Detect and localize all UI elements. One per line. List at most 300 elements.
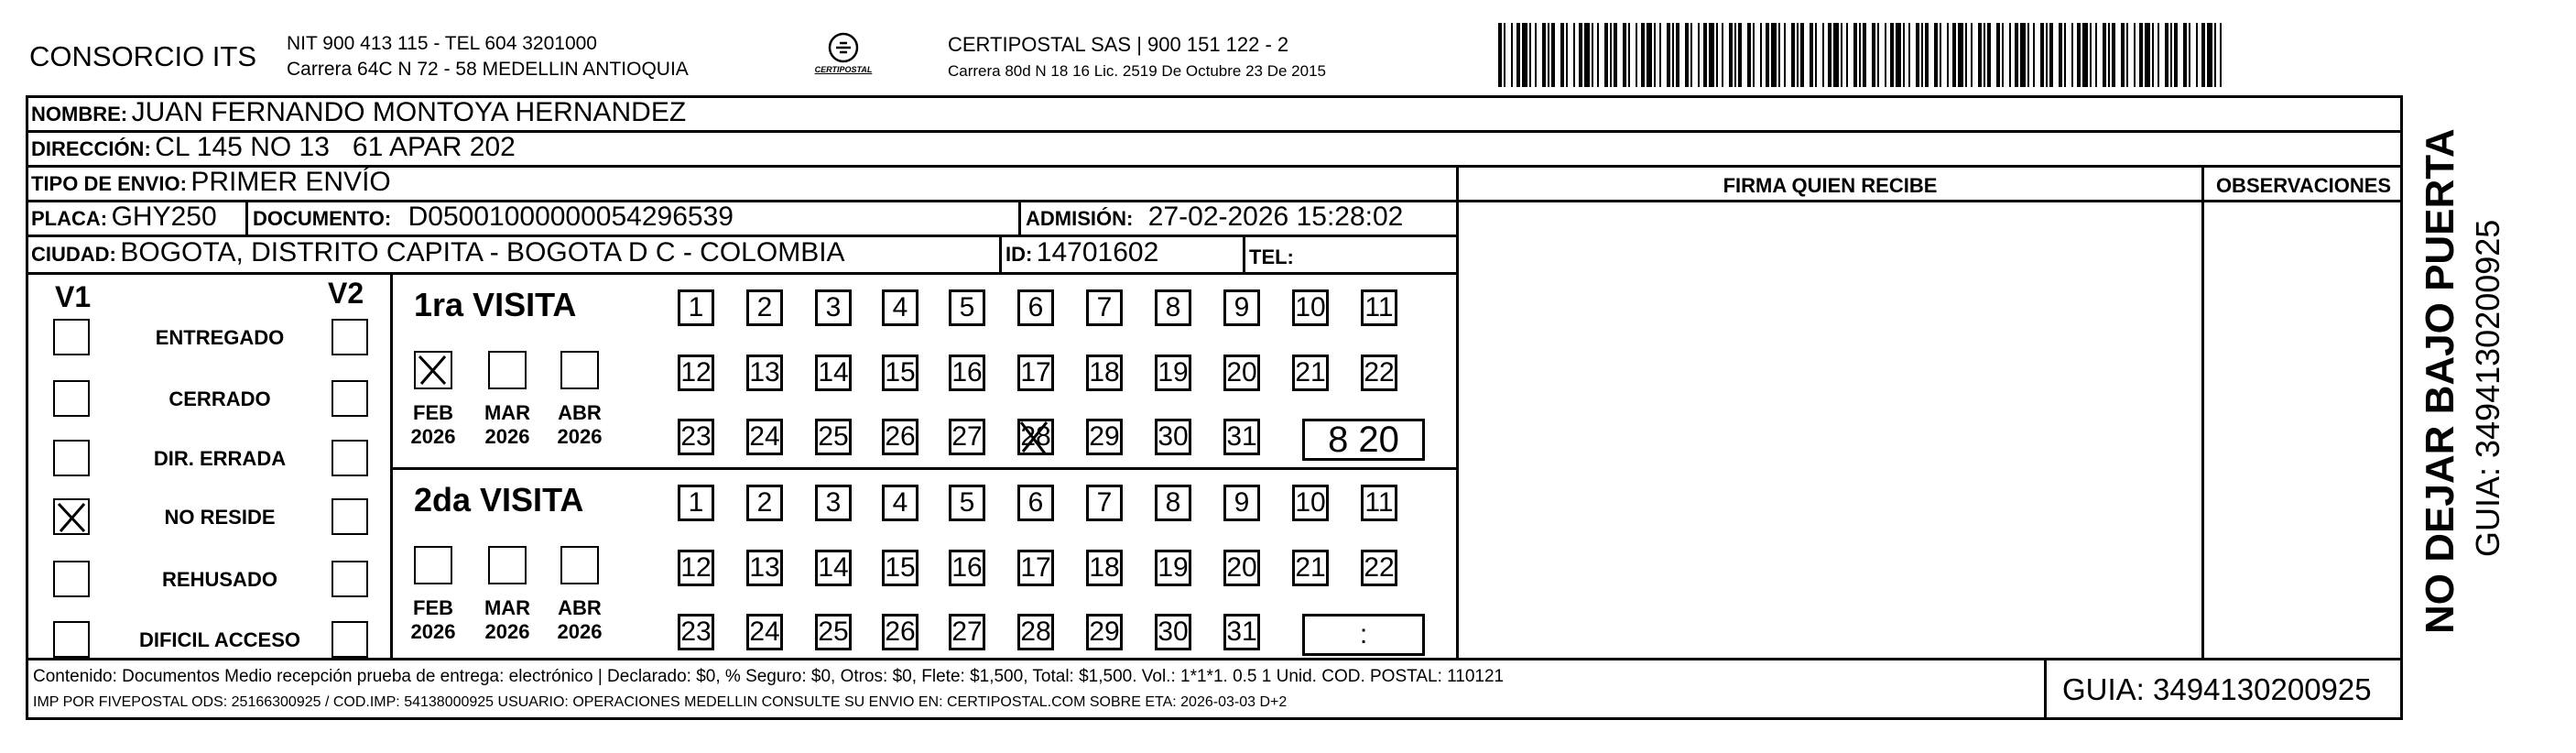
barcode-bar: [1529, 23, 1531, 87]
day-number: 3: [825, 487, 842, 518]
barcode-bar: [2002, 23, 2004, 87]
barcode-bar: [1965, 23, 1967, 87]
barcode-bar: [2059, 23, 2062, 87]
barcode-bar: [1722, 23, 1723, 87]
day-number: 24: [749, 617, 780, 647]
month-year: 2026: [484, 425, 530, 448]
barcode-bar: [1760, 23, 1762, 87]
barcode-bar: [1584, 23, 1590, 87]
day-number: 20: [1226, 357, 1257, 387]
barcode-bar: [2158, 23, 2159, 87]
day-box[interactable]: [1155, 485, 1191, 521]
day-box[interactable]: [949, 485, 985, 521]
barcode-bar: [1890, 23, 1894, 87]
status-option-label: DIFICIL ACCESO: [138, 628, 300, 651]
barcode-bar: [1511, 23, 1513, 87]
nombre-row: [31, 97, 686, 128]
barcode-bar: [1551, 23, 1555, 87]
barcode-bar: [2139, 23, 2143, 87]
day-box[interactable]: [882, 355, 918, 391]
month-year: 2026: [484, 620, 530, 643]
day-number: 19: [1158, 357, 1189, 387]
direccion-value: CL 145 NO 13 61 APAR 202: [155, 132, 516, 162]
day-number: 18: [1089, 552, 1120, 583]
barcode-bar: [1647, 23, 1652, 87]
day-number: 23: [680, 617, 712, 647]
barcode-bar: [1548, 23, 1549, 87]
barcode-bar: [1516, 23, 1520, 87]
barcode-bar: [1815, 23, 1817, 87]
month-label: [552, 596, 607, 644]
month-name: FEB: [413, 596, 453, 619]
month-name: ABR: [558, 401, 602, 424]
id-label: ID:: [1005, 243, 1033, 266]
v1-checkbox[interactable]: [53, 561, 90, 597]
day-number: 14: [818, 357, 849, 387]
day-box[interactable]: [949, 614, 985, 650]
day-box[interactable]: [678, 289, 714, 326]
day-number: 26: [885, 617, 916, 647]
barcode-bar: [1747, 23, 1751, 87]
day-number: 15: [885, 357, 916, 387]
day-box[interactable]: [1361, 355, 1397, 391]
barcode-bar: [1925, 23, 1929, 87]
day-box[interactable]: [949, 419, 985, 455]
month-year: 2026: [410, 620, 456, 643]
day-number: 13: [749, 552, 780, 583]
barcode-bar: [1996, 23, 2000, 87]
day-box[interactable]: [1292, 550, 1329, 586]
time-box[interactable]: [1302, 614, 1425, 656]
carrier-name: CERTIPOSTAL SAS | 900 151 122 - 2: [948, 33, 1289, 56]
day-number: 29: [1089, 617, 1120, 647]
nombre-label: NOMBRE:: [31, 103, 128, 126]
barcode-bar: [2015, 23, 2018, 87]
v2-checkbox[interactable]: [332, 621, 368, 658]
status-option-label: NO RESIDE: [164, 506, 276, 529]
day-box[interactable]: [1223, 550, 1260, 586]
month-checkbox[interactable]: [488, 546, 527, 584]
barcode-bar: [1841, 23, 1842, 87]
day-box[interactable]: [1223, 289, 1260, 326]
day-number: 9: [1234, 292, 1250, 322]
barcode-bar: [2145, 23, 2150, 87]
day-box[interactable]: [1155, 550, 1191, 586]
tel-label: TEL:: [1249, 246, 1294, 268]
day-box[interactable]: [1292, 485, 1329, 521]
day-number: 19: [1158, 552, 1189, 583]
barcode-bar: [1877, 23, 1879, 87]
barcode-bar: [1573, 23, 1575, 87]
barcode-bar: [2126, 23, 2128, 87]
barcode-bar: [2165, 23, 2168, 87]
day-number: 26: [885, 421, 916, 452]
documento-cell: [253, 202, 734, 233]
status-option-label: ENTREGADO: [155, 326, 285, 349]
v1-checkbox[interactable]: [53, 498, 90, 535]
direccion-label: DIRECCIÓN:: [31, 137, 151, 160]
v2-label: V2: [328, 277, 364, 310]
barcode-bar: [1676, 23, 1679, 87]
day-box[interactable]: [1155, 289, 1191, 326]
barcode-bar: [1709, 23, 1714, 87]
day-box[interactable]: [678, 614, 714, 650]
day-box[interactable]: [949, 289, 985, 326]
barcode-bar: [1810, 23, 1813, 87]
day-box[interactable]: [882, 289, 918, 326]
day-box[interactable]: [882, 614, 918, 650]
barcode-bar: [2214, 23, 2216, 87]
v1-checkbox[interactable]: [53, 380, 90, 417]
barcode-bar: [1934, 23, 1938, 87]
day-number: 21: [1295, 552, 1326, 583]
company-name: CONSORCIO ITS: [29, 40, 257, 72]
check-mark-icon: [414, 351, 451, 387]
barcode-bar: [1846, 23, 1848, 87]
barcode-bar: [1498, 23, 1502, 87]
side-guia: GUIA: 3494130200925: [2469, 219, 2506, 557]
day-number: 17: [1020, 552, 1051, 583]
day-number: 25: [818, 421, 849, 452]
barcode-bar: [2183, 23, 2187, 87]
barcode-bar: [1833, 23, 1839, 87]
day-box[interactable]: [949, 550, 985, 586]
barcode-bar: [1623, 23, 1626, 87]
day-number: 4: [892, 292, 908, 322]
day-number: 11: [1364, 292, 1394, 322]
status-option-label: CERRADO: [168, 387, 271, 410]
day-box[interactable]: [1155, 419, 1191, 455]
ciudad-cell: [31, 237, 845, 268]
company-nit: NIT 900 413 115 - TEL 604 3201000: [287, 33, 597, 54]
day-box[interactable]: [1017, 289, 1054, 326]
barcode-bar: [1987, 23, 1991, 87]
day-mark-icon: [1017, 419, 1054, 455]
barcode-bar: [1597, 23, 1599, 87]
day-number: 18: [1089, 357, 1120, 387]
visit-title: 2da VISITA: [414, 481, 584, 518]
barcode-bar: [1592, 23, 1593, 87]
day-box[interactable]: [1017, 485, 1054, 521]
day-number: 31: [1226, 617, 1257, 647]
day-box[interactable]: [1155, 355, 1191, 391]
barcode-bar: [1535, 23, 1537, 87]
ciudad-label: CIUDAD:: [31, 243, 116, 266]
month-checkbox[interactable]: [414, 351, 452, 389]
day-number: 2: [756, 292, 773, 322]
day-box[interactable]: [1086, 550, 1123, 586]
placa-value: GHY250: [111, 202, 217, 232]
month-checkbox[interactable]: [488, 351, 527, 389]
documento-value: D05001000000054296539: [408, 202, 734, 232]
day-box[interactable]: [1086, 355, 1123, 391]
day-box[interactable]: [1223, 419, 1260, 455]
day-box[interactable]: [882, 550, 918, 586]
barcode-bar: [1908, 23, 1910, 87]
day-box[interactable]: [1361, 485, 1397, 521]
barcode-bar: [1778, 23, 1780, 87]
v2-checkbox[interactable]: [332, 561, 368, 597]
day-box[interactable]: [1086, 614, 1123, 650]
day-box[interactable]: [1223, 355, 1260, 391]
barcode-bar: [1853, 23, 1857, 87]
v1-label: V1: [55, 280, 92, 313]
barcode-bar: [2082, 23, 2088, 87]
day-number: 3: [825, 292, 842, 322]
day-number: 1: [688, 292, 704, 322]
day-number: 7: [1096, 487, 1113, 518]
month-name: FEB: [413, 401, 453, 424]
day-box[interactable]: [815, 485, 852, 521]
month-checkbox[interactable]: [560, 351, 599, 389]
nombre-value: JUAN FERNANDO MONTOYA HERNANDEZ: [131, 97, 687, 127]
day-box[interactable]: [815, 289, 852, 326]
barcode-bar: [2071, 23, 2073, 87]
company-address: Carrera 64C N 72 - 58 MEDELLIN ANTIOQUIA: [287, 59, 689, 80]
day-box[interactable]: [746, 614, 783, 650]
barcode-bar: [2090, 23, 2092, 87]
day-box[interactable]: [1223, 614, 1260, 650]
day-box[interactable]: [1223, 485, 1260, 521]
day-number: 22: [1364, 552, 1395, 583]
barcode-bar: [1784, 23, 1786, 87]
month-name: MAR: [484, 401, 531, 424]
barcode-bar: [2152, 23, 2154, 87]
day-box[interactable]: [882, 485, 918, 521]
day-number: 12: [680, 357, 712, 387]
day-box[interactable]: [746, 355, 783, 391]
barcode-bar: [2207, 23, 2212, 87]
time-value: :: [1359, 619, 1368, 649]
barcode-bar: [1940, 23, 1941, 87]
barcode-bar: [1791, 23, 1795, 87]
barcode-bar: [1604, 23, 1608, 87]
day-box[interactable]: [1086, 485, 1123, 521]
tipo-row: [31, 167, 391, 198]
barcode-bar: [2049, 23, 2053, 87]
day-number: 28: [1020, 421, 1051, 452]
barcode-bar: [2009, 23, 2011, 87]
month-label: [552, 401, 607, 449]
barcode-bar: [1766, 23, 1769, 87]
day-box[interactable]: [1017, 355, 1054, 391]
barcode-bar: [1896, 23, 1901, 87]
barcode-bar: [1947, 23, 1949, 87]
month-label: [406, 401, 461, 449]
day-box[interactable]: [815, 419, 852, 455]
v1-checkbox[interactable]: [53, 319, 90, 355]
month-label: [406, 596, 461, 644]
day-box[interactable]: [1361, 550, 1397, 586]
day-number: 16: [951, 552, 983, 583]
barcode-bar: [2201, 23, 2205, 87]
barcode-bar: [1859, 23, 1861, 87]
id-cell: [1005, 237, 1158, 268]
v2-checkbox[interactable]: [332, 440, 368, 476]
day-number: 15: [885, 552, 916, 583]
side-warning: NO DEJAR BAJO PUERTA: [2418, 128, 2462, 634]
v2-checkbox[interactable]: [332, 380, 368, 417]
ciudad-value: BOGOTA, DISTRITO CAPITA - BOGOTA D C - COLOMBIA: [120, 237, 845, 267]
day-box[interactable]: [815, 614, 852, 650]
barcode-bar: [1958, 23, 1963, 87]
day-number: 10: [1295, 487, 1326, 518]
day-number: 24: [749, 421, 780, 452]
barcode-bar: [2112, 23, 2115, 87]
day-box[interactable]: [1017, 614, 1054, 650]
day-number: 13: [749, 357, 780, 387]
barcode-bar: [1614, 23, 1617, 87]
day-number: 2: [756, 487, 773, 518]
barcode-bar: [1690, 23, 1692, 87]
logo-text: CERTIPOSTAL: [814, 65, 873, 74]
day-box[interactable]: [1361, 289, 1397, 326]
documento-label: DOCUMENTO:: [253, 207, 392, 230]
barcode-bar: [1667, 23, 1670, 87]
day-number: 5: [959, 292, 975, 322]
day-number: 11: [1364, 487, 1394, 518]
barcode-bar: [2077, 23, 2081, 87]
day-number: 23: [680, 421, 712, 452]
day-number: 6: [1027, 292, 1044, 322]
day-number: 16: [951, 357, 983, 387]
day-number: 14: [818, 552, 849, 583]
day-box[interactable]: [746, 419, 783, 455]
barcode-bar: [1641, 23, 1645, 87]
barcode-bar: [1872, 23, 1875, 87]
admision-cell: [1026, 202, 1403, 233]
placa-cell: [31, 202, 217, 233]
barcode-bar: [1628, 23, 1630, 87]
barcode-bar: [2196, 23, 2198, 87]
barcode-bar: [1566, 23, 1568, 87]
day-box[interactable]: [1086, 289, 1123, 326]
day-number: 12: [680, 552, 712, 583]
admision-label: ADMISIÓN:: [1026, 207, 1134, 230]
day-number: 30: [1158, 617, 1189, 647]
day-box[interactable]: [815, 355, 852, 391]
day-box[interactable]: [678, 355, 714, 391]
carrier-license: Carrera 80d N 18 16 Lic. 2519 De Octubre 23 De 2015: [948, 62, 1326, 80]
day-number: 10: [1295, 292, 1326, 322]
day-number: 22: [1364, 357, 1395, 387]
barcode-bar: [2189, 23, 2190, 87]
day-box[interactable]: [949, 355, 985, 391]
barcode-bar: [1579, 23, 1582, 87]
day-box[interactable]: [1017, 550, 1054, 586]
day-box[interactable]: [678, 550, 714, 586]
day-box[interactable]: [678, 485, 714, 521]
barcode-bar: [1659, 23, 1661, 87]
day-number: 5: [959, 487, 975, 518]
day-number: 1: [688, 487, 704, 518]
barcode-bar: [1522, 23, 1527, 87]
day-box[interactable]: [1155, 614, 1191, 650]
barcode-bar: [1800, 23, 1804, 87]
barcode-bar: [1921, 23, 1923, 87]
day-box[interactable]: [1292, 289, 1329, 326]
barcode-bar: [2134, 23, 2136, 87]
day-number: 8: [1165, 292, 1181, 322]
barcode-bar: [2040, 23, 2044, 87]
day-number: 17: [1020, 357, 1051, 387]
v1-checkbox[interactable]: [53, 621, 90, 658]
barcode-bar: [1916, 23, 1919, 87]
barcode-bar: [2027, 23, 2029, 87]
barcode-bar: [1542, 23, 1546, 87]
barcode-bar: [2020, 23, 2026, 87]
month-checkbox[interactable]: [414, 546, 452, 584]
day-number: 21: [1295, 357, 1326, 387]
footer-content: Contenido: Documentos Medio recepción prueba de entrega: electrónico | Declarado: $0, % Seguro: $0, Otros: $0, Flete: $1,500, Total: $1,500. Vol.: 1*1*1. 0.5 1 Unid. COD. POSTAL: 110121: [33, 667, 1505, 686]
time-value: 8 20: [1328, 419, 1399, 460]
month-checkbox[interactable]: [560, 546, 599, 584]
barcode-bar: [2103, 23, 2106, 87]
barcode-bar: [1729, 23, 1733, 87]
direccion-row: [31, 132, 516, 163]
barcode-bar: [1971, 23, 1973, 87]
v2-checkbox[interactable]: [332, 319, 368, 355]
barcode-bar: [2108, 23, 2110, 87]
barcode-bar: [1885, 23, 1886, 87]
day-box[interactable]: [1086, 419, 1123, 455]
day-box[interactable]: [1292, 355, 1329, 391]
barcode-bar: [1738, 23, 1742, 87]
barcode-bar: [2033, 23, 2035, 87]
barcode-bar: [2064, 23, 2066, 87]
month-year: 2026: [410, 425, 456, 448]
day-number: 9: [1234, 487, 1250, 518]
barcode-bar: [2121, 23, 2125, 87]
barcode-bar: [1984, 23, 1985, 87]
day-box[interactable]: [746, 485, 783, 521]
firma-header: FIRMA QUIEN RECIBE: [1723, 174, 1938, 197]
v2-checkbox[interactable]: [332, 498, 368, 535]
day-box[interactable]: [815, 550, 852, 586]
barcode-bar: [1560, 23, 1564, 87]
barcode-bar: [1753, 23, 1755, 87]
day-number: 20: [1226, 552, 1257, 583]
v1-checkbox[interactable]: [53, 440, 90, 476]
barcode-bar: [1698, 23, 1700, 87]
day-number: 27: [951, 617, 983, 647]
month-label: [480, 596, 535, 644]
time-box[interactable]: [1302, 419, 1425, 461]
barcode-bar: [1636, 23, 1637, 87]
barcode-bar: [1828, 23, 1831, 87]
month-name: MAR: [484, 596, 531, 619]
day-box[interactable]: [678, 419, 714, 455]
day-number: 4: [892, 487, 908, 518]
admision-value: 27-02-2026 15:28:02: [1147, 202, 1404, 232]
day-box[interactable]: [746, 550, 783, 586]
check-mark-icon: [53, 498, 90, 535]
observaciones-header: OBSERVACIONES: [2215, 174, 2392, 197]
footer-guia: GUIA: 3494130200925: [2062, 672, 2372, 706]
day-box[interactable]: [882, 419, 918, 455]
day-number: 27: [951, 421, 983, 452]
status-option-label: DIR. ERRADA: [153, 447, 287, 470]
month-name: ABR: [558, 596, 602, 619]
barcode-bar: [1716, 23, 1718, 87]
barcode-bar: [1822, 23, 1824, 87]
day-box[interactable]: [1017, 419, 1054, 455]
month-label: [480, 401, 535, 449]
barcode-bar: [2046, 23, 2048, 87]
day-number: 29: [1089, 421, 1120, 452]
day-box[interactable]: [746, 289, 783, 326]
tel-cell: [1249, 240, 1294, 271]
